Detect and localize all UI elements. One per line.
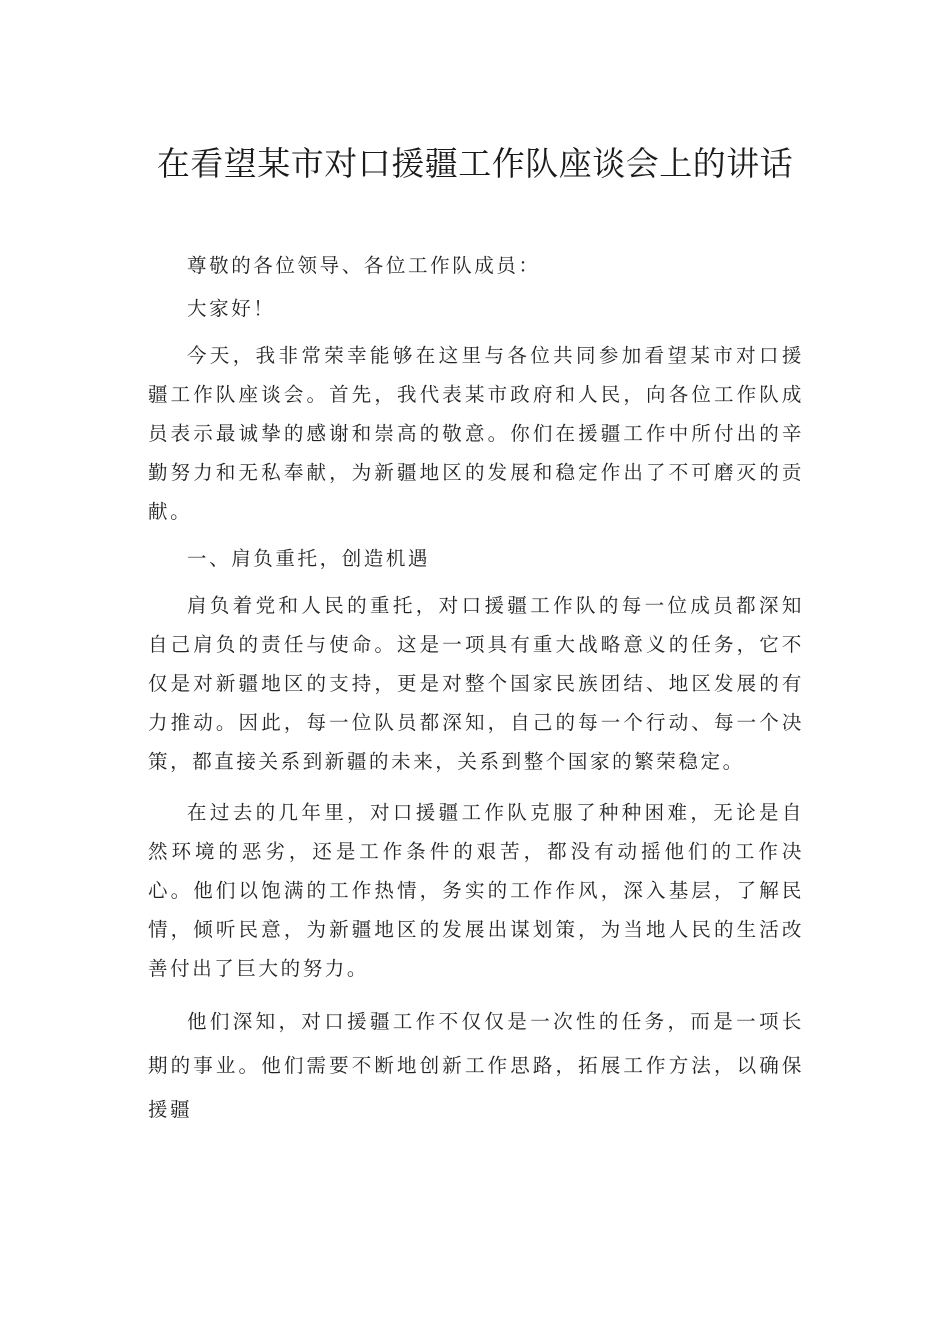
document-title: 在看望某市对口援疆工作队座谈会上的讲话 <box>156 144 794 183</box>
section-heading: 一、肩负重托，创造机遇 <box>187 547 431 570</box>
paragraph: 今天，我非常荣幸能够在这里与各位共同参加看望某市对口援疆工作队座谈会。首先，我代表某市政府和人民，向各位工作队成员表示最诚挚的感谢和崇高的敬意。你们在援疆工作中所付出的辛勤努力和无私奉献，为新疆地区的发展和稳定作出了不可磨灭的贡献。 <box>148 344 804 523</box>
greeting: 大家好！ <box>187 297 276 320</box>
paragraph: 他们深知，对口援疆工作不仅仅是一次性的任务，而是一项长期的事业。他们需要不断地创新工作思路，拓展工作方法，以确保援疆 <box>148 1010 804 1121</box>
salutation: 尊敬的各位领导、各位工作队成员： <box>187 254 541 277</box>
paragraph: 肩负着党和人民的重托，对口援疆工作队的每一位成员都深知自己肩负的责任与使命。这是一项具有重大战略意义的任务，它不仅是对新疆地区的支持，更是对整个国家民族团结、地区发展的有力推动。因此，每一位队员都深知，自己的每一个行动、每一个决策，都直接关系到新疆的未来，关系到整个国家的繁荣稳定。 <box>148 594 804 773</box>
paragraph: 在过去的几年里，对口援疆工作队克服了种种困难，无论是自然环境的恶劣，还是工作条件的艰苦，都没有动摇他们的工作决心。他们以饱满的工作热情，务实的工作作风，深入基层，了解民情，倾听民意，为新疆地区的发展出谋划策，为当地人民的生活改善付出了巨大的努力。 <box>148 801 804 980</box>
document-body <box>148 250 804 1144</box>
